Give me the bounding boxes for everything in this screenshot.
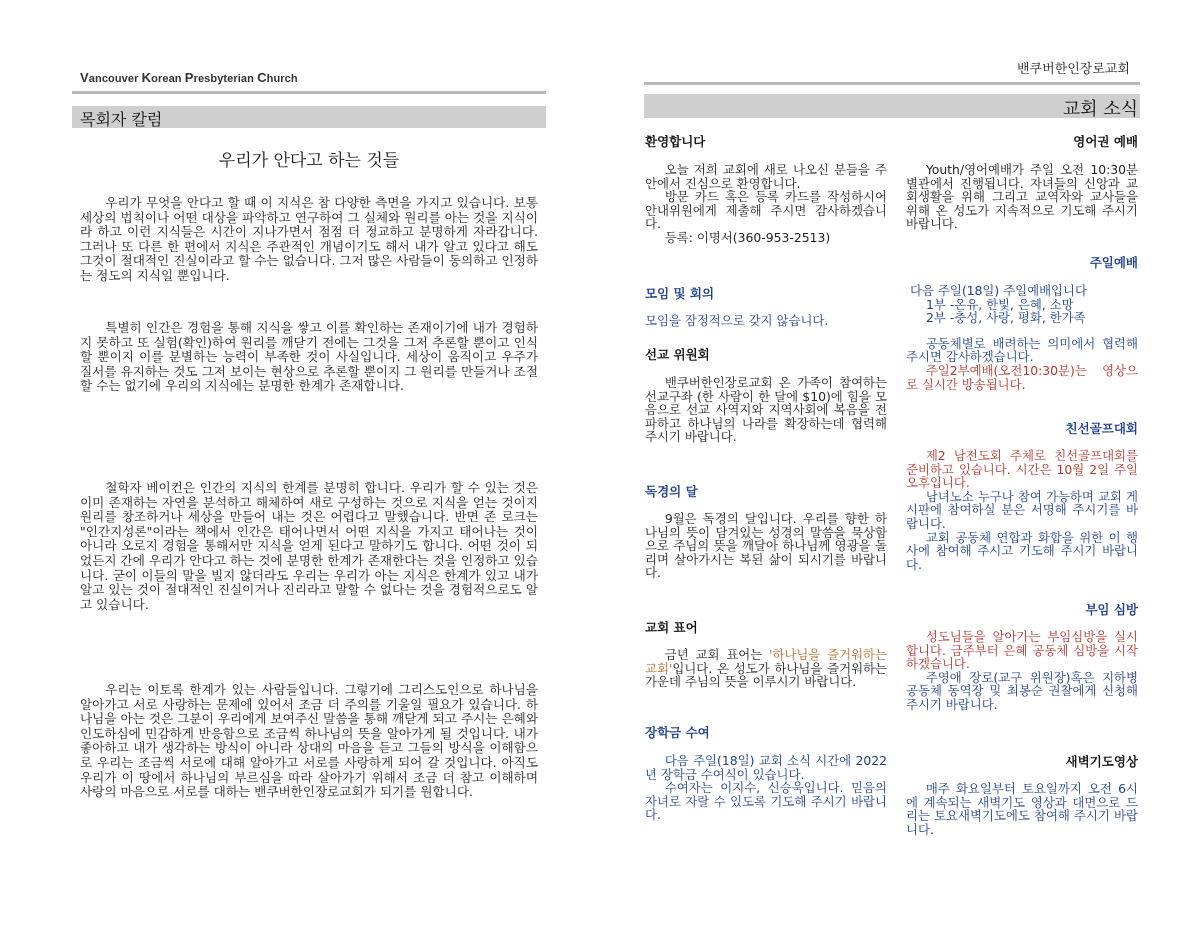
meeting-text: 모임을 잠정적으로 갖지 않습니다. xyxy=(645,313,829,328)
golf-text: 제2 남전도회 주체로 친선골프대회를 준비하고 있습니다. 시간은 10월 2일 주일 오후입니다. 남녀노소 누구나 참여 가능하며 교회 게시판에 참여하실 분은 서명해 주시기를 바랍니다. 교회 공동체 연합과 화합을 위한 이 행사에 참여해 주시고 기도해 주시기 바랍니다. xyxy=(906,448,1138,572)
news-title: 교회 소식 xyxy=(1062,99,1138,120)
column-paragraph-2: 특별히 인간은 경험을 통해 지식을 쌓고 이를 확인하는 존재이기에 내가 경험하지 못하고 또 실험(확인)하여 원리를 깨닫기 전에는 그것을 그저 추론할 뿐이고 인식할 뿐이지 이를 분별하는 능력이 부족한 것이 사실입니다. 세상이 움직이고 우주가 질서를 유지하는 것도 그저 보이는 현상으로 추론할 뿐이지 그 원리를 만들거나 조절할 수는 없기에 우리의 지식에는 분명한 한계가 존재합니다. xyxy=(80,320,538,394)
section-title: 목회자 칼럼 xyxy=(80,110,163,129)
column-title: 우리가 안다고 하는 것들 xyxy=(218,151,400,171)
column-paragraph-1: 우리가 무엇을 안다고 할 때 이 지식은 참 다양한 측면을 가지고 있습니다. 보통 세상의 법칙이나 어떤 대상을 파악하고 연구하여 그 실체와 원리를 아는 것을 지식이라 하고 이런 지식들은 시간이 지나가면서 점점 더 정교하고 분명하게 자라갑니다. 그러나 또 다른 한 편에서 지식은 주관적인 개념이기도 해서 내가 알고 있다고 해도 그것이 절대적인 진실이라고 할 수는 없습니다. 그저 많은 사람들이 동의하고 인정하는 정도의 지식일 뿐입니다. xyxy=(80,195,538,283)
dawn-prayer-text: 매주 화요일부터 토요일까지 오전 6시에 계속되는 새벽기도 영상과 대면으로 드리는 토요새벽기도에도 참여해 주시기 바랍니다. xyxy=(906,781,1138,837)
english-service-text: Youth/영어예배가 주일 오전 10:30분 별관에서 진행됩니다. 자녀들의 신앙과 교회생활을 위해 그리고 교역자와 교사들을 위해 온 성도가 지속적으로 기도해 주시기 바랍니다. xyxy=(906,162,1138,232)
church-name-english: Vancouver Korean Presbyterian Church xyxy=(80,70,298,85)
column-paragraph-4: 우리는 이토록 한계가 있는 사람들입니다. 그렇기에 그리스도인으로 하나님을 알아가고 서로 사랑하는 문제에 있어서 조금 더 주의를 기울일 필요가 있습니다. 하나님을 아는 것은 그분이 우리에게 보여주신 말씀을 통해 깨닫게 되고 주시는 은혜와 인도하심에 민감하게 반응함으로 조금씩 하나님의 뜻을 알아가게 될 것입니다. 내가 좋아하고 내가 생각하는 방식이 아니라 상대의 마음을 듣고 그들의 방식을 이해함으로 우리는 조금씩 서로에 대해 알아가고 서로를 사랑하게 되어 갈 것입니다. 아직도 우리가 이 땅에서 하나님의 부르심을 따라 살아가기 위해서 조금 더 참고 이해하며 사랑의 마음으로 서로를 대하는 밴쿠버한인장로교회가 되기를 원합니다. xyxy=(80,682,538,800)
column-paragraph-3: 철학자 베이컨은 인간의 지식의 한계를 분명히 합니다. 우리가 할 수 있는 것은 이미 존재하는 자연을 분석하고 해체하여 새로 구성하는 것으로 지식을 얻는 것이지 원리를 창조하거나 세상을 만들어 내는 것은 어렵다고 말했습니다. 반면 존 로크는 "인간지성론"이라는 책에서 인간은 태어나면서 어떤 지식을 가지고 태어나는 것이 아니라 오로지 경험을 통해서만 지식을 얻게 된다고 말하기도 합니다. 어떤 것이 되었든지 간에 우리가 안다고 하는 것에 분명한 한계가 존재한다는 것을 인정하고 있습니다. 굳이 이들의 말을 빌지 않더라도 우리는 우리가 아는 지식은 한계가 있고 내가 알고 있는 것이 절대적인 진실이거나 진리라고 말할 수 없다는 것을 경험적으로도 알고 있습니다. xyxy=(80,480,538,612)
mission-text: 밴쿠버한인장로교회 온 가족이 참여하는 선교구좌 (한 사람이 한 달에 $10)에 힘을 모음으로 선교 사역지와 지역사회에 복음을 전파하고 하나님의 나라를 확장하는데 협력해 주시기 바랍니다. xyxy=(645,375,887,445)
english-service-heading: 영어권 예배 xyxy=(1073,134,1138,149)
news-title-bar xyxy=(644,94,1140,118)
header-rule xyxy=(72,91,546,94)
header-rule-right xyxy=(644,82,1140,85)
sunday-service-text: 다음 주일(18일) 주일예배입니다 1부 -온유, 한빛, 은혜, 소망 2부 -충성, 사랑, 평화, 한가족 공동체별로 배려하는 의미에서 협력해 주시면 감사하겠습니다. 주일2부예배(오전10:30분)는 영상으로 실시간 방송됩니다. xyxy=(906,283,1138,392)
visit-heading: 부임 심방 xyxy=(1085,602,1138,617)
visit-text: 성도님들을 알아가는 부임심방을 실시합니다. 금주부터 은혜 공동체 심방을 시작하겠습니다. 주영애 장로(교구 위원장)혹은 지하병 공동체 동역장 및 최봉순 권찰에게 신청해 주시기 바랍니다. xyxy=(906,629,1138,712)
motto-heading: 교회 표어 xyxy=(645,620,698,635)
motto-text: 금년 교회 표어는 '하나님을 즐거워하는 교회'입니다. 온 성도가 하나님을 즐거워하는 가운데 주님의 뜻을 이루시기 바랍니다. xyxy=(645,647,887,690)
scholarship-text: 다음 주일(18일) 교회 소식 시간에 2022년 장학금 수여식이 있습니다. 수여자는 이지수, 신승욱입니다. 믿음의 자녀로 자랄 수 있도록 기도해 주시기 바랍니다. xyxy=(645,753,887,823)
sunday-service-heading: 주일예배 xyxy=(1089,255,1138,270)
welcome-text: 오늘 저희 교회에 새로 나오신 분들을 주 안에서 진심으로 환영합니다. 방문 카드 혹은 등록 카드를 작성하시어 안내위원에게 제출해 주시면 감사하겠습니다. 등록: 이명서(360-953-2513) xyxy=(645,162,887,245)
month-heading: 독경의 달 xyxy=(645,484,698,499)
section-title-bar xyxy=(72,106,546,128)
church-name-korean: 밴쿠버한인장로교회 xyxy=(1016,62,1130,77)
scholarship-heading: 장학금 수여 xyxy=(645,725,710,740)
month-text: 9월은 독경의 달입니다. 우리를 향한 하나님의 뜻이 담겨있는 성경의 말씀을 묵상함으로 주님의 뜻을 깨달아 하나님께 영광을 돌리며 살아가시는 복된 삶이 되시기를 바랍니다. xyxy=(645,511,887,581)
dawn-prayer-heading: 새벽기도영상 xyxy=(1065,754,1138,769)
mission-heading: 선교 위원회 xyxy=(645,347,710,362)
golf-heading: 친선골프대회 xyxy=(1065,421,1138,436)
welcome-heading: 환영합니다 xyxy=(645,134,706,149)
meeting-heading: 모임 및 회의 xyxy=(645,286,715,301)
motto-quote: '하나님을 즐거워하는 교회' xyxy=(645,647,887,676)
